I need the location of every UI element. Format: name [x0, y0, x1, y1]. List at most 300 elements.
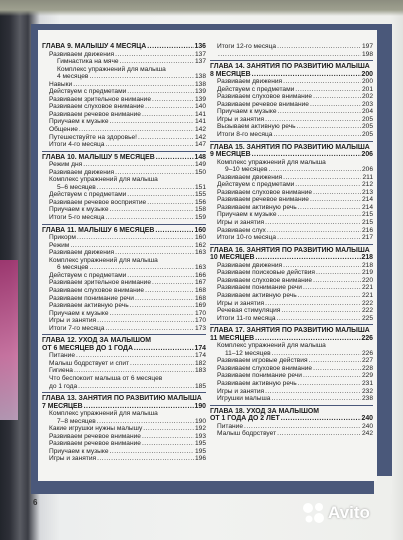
- toc-entry-title: Комплекс упражнений для малыша: [49, 256, 158, 264]
- toc-entry: [42, 51, 206, 59]
- toc-entry: [210, 211, 373, 219]
- leader-dots: [152, 96, 194, 104]
- chapter-title: ОТ 6 МЕСЯЦЕВ ДО 1 ГОДА: [42, 344, 133, 352]
- chapter-page-number: 190: [194, 402, 206, 410]
- toc-entry-page: 220: [361, 276, 373, 284]
- chapter-page-number: 200: [361, 70, 373, 78]
- toc-entry-page: 211: [362, 173, 373, 181]
- leader-dots: [271, 395, 361, 403]
- toc-entry-title: Прикорм: [49, 234, 76, 242]
- toc-entry: [42, 302, 206, 310]
- toc-entry-page: 151: [194, 183, 206, 191]
- toc-entry-title: Вызываем активную речь: [217, 123, 296, 131]
- toc-entry-page: 200: [361, 78, 373, 86]
- toc-entry-title: Игры и занятия: [217, 299, 265, 307]
- chapter-page-number: 148: [194, 153, 206, 161]
- toc-entry-title: Действуем с предметами: [49, 191, 127, 199]
- avito-logo: [302, 500, 370, 526]
- leader-dots: [115, 51, 194, 59]
- leader-dots: [74, 367, 194, 375]
- toc-entry-page: 196: [194, 455, 206, 463]
- toc-entry-title: Развиваем движения: [49, 249, 115, 257]
- toc-entry-page: 205: [361, 123, 373, 131]
- toc-entry: [42, 161, 206, 169]
- toc-entry-title: Гигиена: [49, 367, 73, 375]
- leader-dots: [79, 126, 194, 134]
- toc-entry-page: 204: [361, 108, 373, 116]
- toc-entry-page: 137: [194, 58, 206, 66]
- toc-entry-title: Развиваем слуховое внимание: [217, 364, 313, 372]
- toc-entry-page: 228: [361, 364, 373, 372]
- leader-dots: [105, 214, 194, 222]
- toc-entry-title: Режим дня: [49, 161, 83, 169]
- toc-entry-page: 221: [361, 291, 373, 299]
- leader-dots: [147, 199, 194, 207]
- chapter-page-number: 206: [361, 151, 373, 159]
- leader-dots: [138, 134, 194, 142]
- chapter-divider: [42, 224, 206, 225]
- toc-entry: [42, 433, 206, 441]
- toc-entry: [210, 357, 373, 365]
- chapter-title: 10 МЕСЯЦЕВ: [210, 254, 255, 262]
- toc-entry-page: 242: [361, 430, 373, 438]
- toc-entry-page: 229: [361, 372, 373, 380]
- toc-entry-page: 206: [361, 166, 373, 174]
- leader-dots: [97, 317, 194, 325]
- chapter-title: ГЛАВА 11. МАЛЫШУ 6 МЕСЯЦЕВ: [42, 226, 155, 234]
- toc-entry: [210, 234, 373, 242]
- leader-dots: [295, 181, 361, 189]
- toc-entry-title: Игры и занятия: [49, 455, 97, 463]
- toc-entry-page: 160: [194, 234, 206, 242]
- leader-dots: [255, 254, 360, 262]
- toc-entry: [42, 58, 206, 66]
- toc-entry: [42, 111, 206, 119]
- toc-entry: [42, 440, 206, 448]
- toc-entry: [42, 310, 206, 318]
- toc-entry-title: Игрушки малыша: [217, 395, 271, 403]
- toc-entry-title: Развиваем понимание речи: [49, 294, 134, 302]
- chapter-divider: [210, 405, 373, 406]
- leader-dots: [313, 365, 361, 373]
- toc-entry-title: Итоги 8-го месяца: [217, 131, 273, 139]
- chapter-divider: [210, 60, 373, 61]
- toc-entry-title: Развиваем понимание речи: [217, 372, 302, 380]
- toc-entry: [210, 101, 373, 109]
- chapter-heading: [210, 254, 373, 262]
- toc-entry: [42, 375, 206, 383]
- leader-dots: [281, 307, 361, 315]
- leader-dots: [130, 302, 194, 310]
- toc-entry: [42, 279, 206, 287]
- leader-dots: [110, 206, 194, 214]
- toc-entry-page: 163: [194, 249, 206, 257]
- leader-dots: [267, 227, 361, 235]
- toc-entry-title: Развиваем движения: [49, 50, 115, 58]
- chapter-page-number: 226: [361, 334, 373, 342]
- toc-entry-title: Действуем с предметами: [217, 181, 295, 189]
- toc-entry-title: Комплекс упражнений для малыша: [49, 410, 158, 418]
- toc-entry-title: Комплекс упражнений для малыша: [49, 176, 158, 184]
- toc-entry-title: Развиваем речевое восприятие: [49, 198, 147, 206]
- toc-entry: [210, 189, 373, 197]
- leader-dots: [297, 123, 361, 131]
- chapter-title: 7 МЕСЯЦЕВ: [42, 402, 83, 410]
- avito-dots-icon: [302, 502, 326, 524]
- leader-dots: [265, 116, 361, 124]
- toc-entry-title: Развиваем зрительное внимание: [49, 279, 151, 287]
- toc-entry-title: Приучаем к музыке: [217, 108, 277, 116]
- chapter-heading: [210, 71, 373, 79]
- leader-dots: [115, 249, 194, 257]
- leader-dots: [97, 455, 194, 463]
- toc-entry-page: 141: [194, 118, 206, 126]
- toc-entry: [42, 234, 206, 242]
- leader-dots: [120, 58, 194, 66]
- leader-dots: [277, 430, 361, 438]
- toc-entry: [210, 131, 373, 139]
- toc-entry-title: Приучаем к музыке: [49, 118, 109, 126]
- leader-dots: [134, 345, 194, 353]
- toc-entry-page: 195: [194, 440, 206, 448]
- toc-entry-page: 225: [361, 314, 373, 322]
- toc-entry-title: Действуем с предметами: [49, 88, 127, 96]
- toc-entry-title: Приучаем к музыке: [49, 206, 109, 214]
- toc-entry: [42, 257, 206, 265]
- leader-dots: [278, 211, 361, 219]
- leader-dots: [277, 43, 361, 51]
- toc-entry-page: 170: [194, 317, 206, 325]
- leader-dots: [110, 448, 194, 456]
- leader-dots: [252, 71, 361, 79]
- leader-dots: [145, 287, 194, 295]
- leader-dots: [89, 264, 194, 272]
- leader-dots: [142, 111, 194, 119]
- toc-entry: [42, 287, 206, 295]
- toc-entry: [42, 176, 206, 184]
- leader-dots: [265, 219, 361, 227]
- toc-entry: [210, 78, 373, 86]
- toc-entry-title: Развиваем активную речь: [217, 379, 297, 387]
- toc-entry: [42, 249, 206, 257]
- toc-entry-page: 155: [194, 191, 206, 199]
- toc-entry: [210, 269, 373, 277]
- chapter-heading: [210, 151, 373, 159]
- toc-entry-page: 205: [361, 131, 373, 139]
- toc-entry-page: 195: [194, 447, 206, 455]
- leader-dots: [130, 360, 194, 368]
- leader-dots: [265, 388, 361, 396]
- toc-entry: [210, 365, 373, 373]
- toc-entry-title: Развиваем речевое внимание: [49, 440, 141, 448]
- toc-column-right: [210, 43, 373, 438]
- left-decoration: [0, 260, 18, 420]
- leader-dots: [313, 277, 361, 285]
- toc-entry: [42, 425, 206, 433]
- toc-entry-title: Малыш бодрствует: [217, 430, 277, 438]
- toc-entry: [42, 214, 206, 222]
- leader-dots: [268, 166, 361, 174]
- leader-dots: [97, 418, 194, 426]
- avito-logo-text: Avito: [328, 503, 370, 522]
- toc-entry-page: 147: [194, 141, 206, 149]
- chapter-title-line: ГЛАВА 18. УХОД ЗА МАЛЫШОМ: [210, 407, 319, 415]
- toc-entry: [210, 86, 373, 94]
- toc-entry-title: Комплекс упражнений для малыша: [217, 342, 326, 350]
- toc-entry-page: 142: [194, 126, 206, 134]
- toc-entry-title: Развиваем движения: [217, 261, 283, 269]
- toc-entry: [210, 380, 373, 388]
- toc-entry-title: Режим: [49, 241, 70, 249]
- toc-entry-title: Действуем с предметами: [49, 271, 127, 279]
- leader-dots: [252, 151, 361, 159]
- toc-entry-title: Развиваем движения: [217, 173, 283, 181]
- chapter-divider: [42, 151, 206, 152]
- leader-dots: [110, 118, 194, 126]
- leader-dots: [83, 161, 194, 169]
- toc-entry-page: 226: [361, 349, 373, 357]
- leader-dots: [143, 425, 194, 433]
- toc-entry-page: 218: [361, 261, 373, 269]
- toc-entry: [42, 141, 206, 149]
- toc-entry: [210, 123, 373, 131]
- toc-entry: [210, 108, 373, 116]
- toc-entry-page: 149: [194, 161, 206, 169]
- leader-dots: [309, 357, 361, 365]
- leader-dots: [156, 154, 194, 162]
- toc-entry-title: Игры и занятия: [217, 219, 265, 227]
- toc-entry: [42, 191, 206, 199]
- toc-entry-title: Развиваем активную речь: [217, 203, 297, 211]
- leader-dots: [313, 93, 361, 101]
- toc-entry-page: 217: [361, 234, 373, 242]
- toc-entry: [42, 199, 206, 207]
- toc-entry: [210, 181, 373, 189]
- toc-entry: [210, 43, 373, 51]
- toc-entry: [42, 272, 206, 280]
- toc-entry-page: 138: [194, 73, 206, 81]
- leader-dots: [78, 383, 194, 391]
- toc-entry-title: Развиваем речевое внимание: [49, 432, 141, 440]
- toc-entry-page: 240: [361, 422, 373, 430]
- leader-dots: [278, 108, 361, 116]
- chapter-heading: [42, 227, 206, 235]
- toc-entry-page: 232: [361, 387, 373, 395]
- toc-entry-page: 168: [194, 286, 206, 294]
- chapter-page-number: 160: [194, 226, 206, 234]
- toc-entry: [42, 360, 206, 368]
- toc-entry-page: 201: [361, 85, 373, 93]
- toc-entry-title: Развиваем зрительное внимание: [49, 95, 151, 103]
- toc-entry-page: 202: [361, 93, 373, 101]
- toc-entry-title: Малыш бодрствует и спит: [49, 359, 130, 367]
- toc-entry-title: Развиваем слуховое внимание: [217, 188, 313, 196]
- chapter-title-line: ГЛАВА 14. ЗАНЯТИЯ ПО РАЗВИТИЮ МАЛЫША: [210, 63, 370, 71]
- toc-entry-page: 182: [194, 359, 206, 367]
- toc-entry-title: Итоги 7-го месяца: [49, 324, 105, 332]
- chapter-divider: [210, 141, 373, 142]
- toc-entry: [42, 73, 206, 81]
- toc-entry-title: Комплекс упражнений для малыша: [57, 65, 166, 73]
- toc-entry-page: 162: [194, 241, 206, 249]
- toc-entry: [210, 204, 373, 212]
- chapter-title-line: ГЛАВА 15. ЗАНЯТИЯ ПО РАЗВИТИЮ МАЛЫША: [210, 143, 370, 151]
- toc-entry-title: Итоги 10-го месяца: [217, 234, 277, 242]
- toc-entry: [42, 325, 206, 333]
- leader-dots: [135, 295, 194, 303]
- chapter-divider: [210, 244, 373, 245]
- leader-dots: [142, 440, 194, 448]
- toc-entry-title: 6 месяцев: [57, 264, 89, 272]
- toc-entry: [42, 418, 206, 426]
- toc-entry-title: Развиваем слуховое внимание: [217, 276, 313, 284]
- toc-entry: [42, 448, 206, 456]
- chapter-title: 11 МЕСЯЦЕВ: [210, 334, 255, 342]
- toc-entry-title: Гимнастика на мяче: [57, 58, 119, 66]
- leader-dots: [70, 242, 194, 250]
- toc-entry: [42, 410, 206, 418]
- toc-entry: [42, 103, 206, 111]
- toc-entry: [210, 300, 373, 308]
- toc-entry: [210, 372, 373, 380]
- toc-entry-title: Действуем с предметами: [217, 85, 295, 93]
- leader-dots: [273, 131, 361, 139]
- toc-entry: [42, 206, 206, 214]
- leader-dots: [298, 380, 361, 388]
- toc-entry-title: 5–6 месяцев: [57, 183, 96, 191]
- toc-entry-page: 215: [361, 211, 373, 219]
- toc-entry: [42, 126, 206, 134]
- leader-dots: [105, 325, 194, 333]
- chapter-divider: [42, 334, 206, 335]
- toc-entry-title: Игры и занятия: [49, 317, 97, 325]
- toc-entry-title: Путешествуйте на здоровье!: [49, 133, 138, 141]
- leader-dots: [218, 51, 361, 59]
- toc-entry-page: 158: [194, 206, 206, 214]
- toc-entry-title: Развиваем слуховое внимание: [49, 103, 145, 111]
- chapter-divider: [42, 392, 206, 393]
- toc-entry-title: Развиваем речевое внимание: [217, 100, 309, 108]
- leader-dots: [310, 101, 361, 109]
- toc-entry-title: Итоги 11-го месяца: [217, 314, 276, 322]
- leader-dots: [316, 269, 361, 277]
- toc-entry: [42, 66, 206, 74]
- leader-dots: [127, 272, 194, 280]
- toc-entry-page: 198: [361, 50, 373, 58]
- toc-entry-title: Развиваем поисковые действия: [217, 269, 315, 277]
- toc-entry-title: Питание: [49, 352, 76, 360]
- toc-entry-title: Итоги 4-го месяца: [49, 141, 105, 149]
- toc-entry-title: Развиваем движения: [49, 168, 115, 176]
- toc-entry: [42, 455, 206, 463]
- leader-dots: [281, 415, 361, 423]
- toc-entry: [42, 383, 206, 391]
- toc-entry: [210, 166, 373, 174]
- toc-entry-page: 238: [361, 395, 373, 403]
- leader-dots: [303, 284, 361, 292]
- toc-entry-page: 170: [194, 309, 206, 317]
- toc-entry-page: 213: [361, 188, 373, 196]
- toc-entry-page: 159: [194, 214, 206, 222]
- toc-entry-page: 163: [194, 264, 206, 272]
- page-number: 6: [33, 498, 38, 507]
- toc-entry-title: Итоги 12-го месяца: [217, 43, 277, 50]
- leader-dots: [155, 227, 193, 235]
- toc-entry-page: 219: [361, 269, 373, 277]
- toc-entry: [42, 134, 206, 142]
- toc-entry-page: 231: [361, 379, 373, 387]
- toc-entry-title: Развиваем слуховое внимание: [217, 93, 313, 101]
- leader-dots: [310, 196, 361, 204]
- toc-entry: [210, 342, 373, 350]
- toc-entry-page: 173: [194, 324, 206, 332]
- toc-entry-title: Развиваем движения: [217, 78, 283, 86]
- toc-entry-title: Общение: [49, 126, 78, 134]
- leader-dots: [283, 78, 361, 86]
- toc-entry-page: 168: [194, 294, 206, 302]
- toc-entry-title: 11–12 месяцев: [225, 349, 271, 357]
- toc-entry: [42, 352, 206, 360]
- toc-entry-title: Речевая стимуляция: [217, 307, 281, 315]
- toc-entry: [210, 116, 373, 124]
- toc-entry-title: Питание: [217, 422, 244, 430]
- toc-entry-page: 221: [361, 284, 373, 292]
- chapter-heading: [42, 154, 206, 162]
- chapter-title-line: ГЛАВА 16. ЗАНЯТИЯ ПО РАЗВИТИЮ МАЛЫША: [210, 246, 370, 254]
- toc-entry-title: Развиваем понимание речи: [217, 284, 302, 292]
- leader-dots: [127, 88, 194, 96]
- toc-entry-title: Игры и занятия: [217, 115, 265, 123]
- toc-entry: [42, 96, 206, 104]
- toc-entry-page: 203: [361, 100, 373, 108]
- toc-entry-title: 9–10 месяцев: [225, 166, 268, 174]
- toc-entry: [210, 277, 373, 285]
- chapter-page-number: 240: [361, 415, 373, 423]
- toc-entry-title: Развиваем активную речь: [49, 302, 129, 310]
- toc-entry-title: Навыки: [49, 80, 73, 88]
- chapter-heading: [42, 345, 206, 353]
- toc-entry-page: 192: [194, 425, 206, 433]
- toc-entry-page: 227: [361, 357, 373, 365]
- toc-entry-page: 139: [194, 88, 206, 96]
- toc-entry: [42, 242, 206, 250]
- toc-entry-page: 174: [194, 352, 206, 360]
- toc-entry-page: 140: [194, 103, 206, 111]
- toc-entry-page: 197: [361, 43, 373, 50]
- chapter-divider: [210, 324, 373, 325]
- toc-entry-title: Итоги 5-го месяца: [49, 214, 105, 222]
- leader-dots: [127, 191, 194, 199]
- leader-dots: [152, 279, 194, 287]
- toc-entry-title: Приучаем к музыке: [49, 309, 109, 317]
- toc-entry-title: Комплекс упражнений для малыша: [217, 158, 326, 166]
- toc-entry: [210, 196, 373, 204]
- toc-entry: [42, 264, 206, 272]
- toc-entry-page: 156: [194, 198, 206, 206]
- toc-entry-title: Приучаем к музыке: [49, 447, 109, 455]
- chapter-page-number: 136: [194, 43, 206, 50]
- toc-entry: [210, 227, 373, 235]
- toc-entry-title: 7–8 месяцев: [57, 417, 96, 425]
- toc-entry-title: до 1 года: [49, 382, 78, 390]
- toc-entry-title: Развиваем слуховое внимание: [49, 286, 145, 294]
- leader-dots: [142, 433, 194, 441]
- toc-entry-title: Игры и занятия: [217, 387, 265, 395]
- leader-dots: [277, 234, 361, 242]
- toc-entry: [42, 367, 206, 375]
- toc-entry-page: 167: [194, 279, 206, 287]
- toc-entry-title: Развиваем игровые действия: [217, 357, 308, 365]
